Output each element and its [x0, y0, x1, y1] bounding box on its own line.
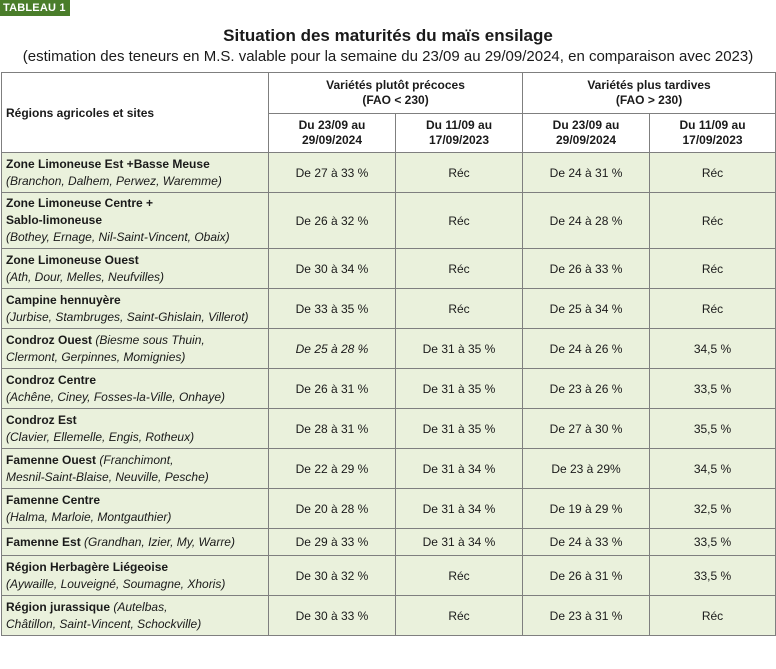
header-regions: Régions agricoles et sites	[2, 73, 269, 153]
header-early-2024	[269, 114, 396, 153]
late-2023-cell: 32,5 %	[650, 489, 776, 529]
late-2024-cell: De 24 à 26 %	[523, 329, 650, 369]
early-2023-cell: Réc	[396, 596, 523, 636]
header-late-2024	[523, 114, 650, 153]
region-sites: (Jurbise, Stambruges, Saint-Ghislain, Villerot)	[6, 309, 249, 324]
region-name: Famenne Centre	[6, 492, 101, 507]
region-cell	[2, 289, 269, 329]
region-name: Région jurassique	[6, 599, 111, 614]
late-2023-cell: Réc	[650, 289, 776, 329]
late-2023-cell: 34,5 %	[650, 329, 776, 369]
table-tag: TABLEAU 1	[0, 0, 70, 16]
late-2023-cell: Réc	[650, 596, 776, 636]
region-cell	[2, 193, 269, 249]
late-2023-cell: 34,5 %	[650, 449, 776, 489]
early-2023-cell: Réc	[396, 193, 523, 249]
early-2023-cell: Réc	[396, 249, 523, 289]
early-2024-cell: De 28 à 31 %	[269, 409, 396, 449]
region-name: Zone Limoneuse Est +Basse Meuse	[6, 156, 210, 171]
table-title: Situation des maturités du maïs ensilage	[223, 26, 553, 45]
table-row	[2, 596, 776, 636]
region-sites: Châtillon, Saint-Vincent, Schockville)	[6, 616, 202, 631]
header-late-2023	[650, 114, 776, 153]
region-sites: (Achêne, Ciney, Fosses-la-Ville, Onhaye)	[6, 389, 225, 404]
table-row	[2, 369, 776, 409]
region-cell	[2, 153, 269, 193]
late-2024-cell: De 26 à 31 %	[523, 556, 650, 596]
region-name-line	[6, 452, 264, 469]
header-date-line1: Du 11/09 au	[425, 118, 493, 132]
late-2024-cell: De 25 à 34 %	[523, 289, 650, 329]
late-2024-cell: De 27 à 30 %	[523, 409, 650, 449]
late-2024-cell: De 24 à 28 %	[523, 193, 650, 249]
region-name-line	[6, 599, 264, 616]
table-row	[2, 249, 776, 289]
region-sites: (Halma, Marloie, Montgauthier)	[6, 509, 172, 524]
table-row	[2, 193, 776, 249]
late-2023-cell: 33,5 %	[650, 556, 776, 596]
region-name: Sablo-limoneuse	[6, 213, 103, 227]
late-2024-cell: De 23 à 29%	[523, 449, 650, 489]
early-2024-cell: De 30 à 33 %	[269, 596, 396, 636]
region-cell	[2, 556, 269, 596]
region-name: Zone Limoneuse Ouest	[6, 252, 139, 267]
header-early-group	[269, 73, 523, 114]
region-sites: (Branchon, Dalhem, Perwez, Waremme)	[6, 173, 222, 188]
region-name: Zone Limoneuse Centre +	[6, 196, 154, 210]
region-sites: (Aywaille, Louveigné, Soumagne, Xhoris)	[6, 576, 226, 591]
region-sites-inline: (Franchimont,	[99, 452, 174, 467]
early-2024-cell: De 26 à 31 %	[269, 369, 396, 409]
late-2023-cell: 33,5 %	[650, 529, 776, 556]
region-cell	[2, 596, 269, 636]
region-cell	[2, 449, 269, 489]
region-sites: Mesnil-Saint-Blaise, Neuville, Pesche)	[6, 469, 209, 484]
region-sites-inline: (Grandhan, Izier, My, Warre)	[84, 534, 235, 549]
table-row	[2, 556, 776, 596]
table-subtitle: (estimation des teneurs en M.S. valable pour la semaine du 23/09 au 29/09/2024, en comparaison avec 2023)	[22, 48, 754, 65]
region-sites: (Clavier, Ellemelle, Engis, Rotheux)	[6, 429, 195, 444]
late-2024-cell: De 19 à 29 %	[523, 489, 650, 529]
early-2023-cell: De 31 à 34 %	[396, 449, 523, 489]
table-row	[2, 329, 776, 369]
late-2024-cell: De 23 à 31 %	[523, 596, 650, 636]
early-2023-cell: Réc	[396, 289, 523, 329]
early-2023-cell: De 31 à 34 %	[396, 489, 523, 529]
region-cell	[2, 369, 269, 409]
early-2024-cell: De 30 à 34 %	[269, 249, 396, 289]
late-2024-cell: De 26 à 33 %	[523, 249, 650, 289]
early-2024-cell: De 20 à 28 %	[269, 489, 396, 529]
region-name-line	[6, 534, 264, 551]
header-date-line1: Du 23/09 au	[552, 118, 620, 132]
region-sites: Clermont, Gerpinnes, Momignies)	[6, 349, 186, 364]
region-cell	[2, 409, 269, 449]
region-name: Condroz Ouest	[6, 332, 92, 347]
early-2024-cell: De 26 à 32 %	[269, 193, 396, 249]
header-early-line1: Variétés plutôt précoces	[326, 78, 465, 92]
header-date-line2: 29/09/2024	[301, 133, 363, 147]
early-2024-cell: De 30 à 32 %	[269, 556, 396, 596]
table-row	[2, 529, 776, 556]
region-name-line	[6, 332, 264, 349]
region-sites-inline: (Autelbas,	[113, 599, 168, 614]
table-row	[2, 289, 776, 329]
region-name: Condroz Centre	[6, 372, 96, 387]
region-sites: (Ath, Dour, Melles, Neufvilles)	[6, 269, 165, 284]
region-name: Condroz Est	[6, 412, 77, 427]
region-name: Campine hennuyère	[6, 292, 121, 307]
region-sites-inline: (Biesme sous Thuin,	[95, 332, 205, 347]
header-date-line1: Du 11/09 au	[679, 118, 746, 132]
early-2024-cell: De 25 à 28 %	[269, 329, 396, 369]
early-2023-cell: De 31 à 35 %	[396, 409, 523, 449]
early-2023-cell: De 31 à 35 %	[396, 329, 523, 369]
region-name: Famenne Est	[6, 534, 81, 549]
early-2023-cell: Réc	[396, 556, 523, 596]
early-2024-cell: De 29 à 33 %	[269, 529, 396, 556]
header-date-line2: 17/09/2023	[682, 133, 743, 147]
header-late-group	[523, 73, 776, 114]
early-2023-cell: De 31 à 35 %	[396, 369, 523, 409]
table-row	[2, 489, 776, 529]
maturity-table	[1, 72, 776, 636]
region-cell	[2, 329, 269, 369]
region-cell	[2, 489, 269, 529]
table-row	[2, 449, 776, 489]
header-date-line2: 17/09/2023	[428, 133, 490, 147]
region-cell	[2, 249, 269, 289]
header-date-line2: 29/09/2024	[555, 133, 617, 147]
early-2024-cell: De 27 à 33 %	[269, 153, 396, 193]
late-2023-cell: Réc	[650, 153, 776, 193]
late-2023-cell: 33,5 %	[650, 369, 776, 409]
late-2023-cell: Réc	[650, 193, 776, 249]
region-sites: (Bothey, Ernage, Nil-Saint-Vincent, Obaix)	[6, 230, 230, 244]
header-date-line1: Du 23/09 au	[298, 118, 366, 132]
late-2024-cell: De 24 à 31 %	[523, 153, 650, 193]
early-2024-cell: De 33 à 35 %	[269, 289, 396, 329]
region-cell	[2, 529, 269, 556]
late-2023-cell: Réc	[650, 249, 776, 289]
early-2024-cell: De 22 à 29 %	[269, 449, 396, 489]
header-late-line2: (FAO > 230)	[615, 93, 683, 107]
late-2023-cell: 35,5 %	[650, 409, 776, 449]
region-name: Région Herbagère Liégeoise	[6, 559, 169, 574]
late-2024-cell: De 23 à 26 %	[523, 369, 650, 409]
header-early-line2: (FAO < 230)	[362, 93, 429, 107]
header-late-line1: Variétés plus tardives	[587, 78, 711, 92]
early-2023-cell: De 31 à 34 %	[396, 529, 523, 556]
late-2024-cell: De 24 à 33 %	[523, 529, 650, 556]
region-name: Famenne Ouest	[6, 452, 97, 467]
header-early-2023	[396, 114, 523, 153]
early-2023-cell: Réc	[396, 153, 523, 193]
table-row	[2, 409, 776, 449]
table-row	[2, 153, 776, 193]
